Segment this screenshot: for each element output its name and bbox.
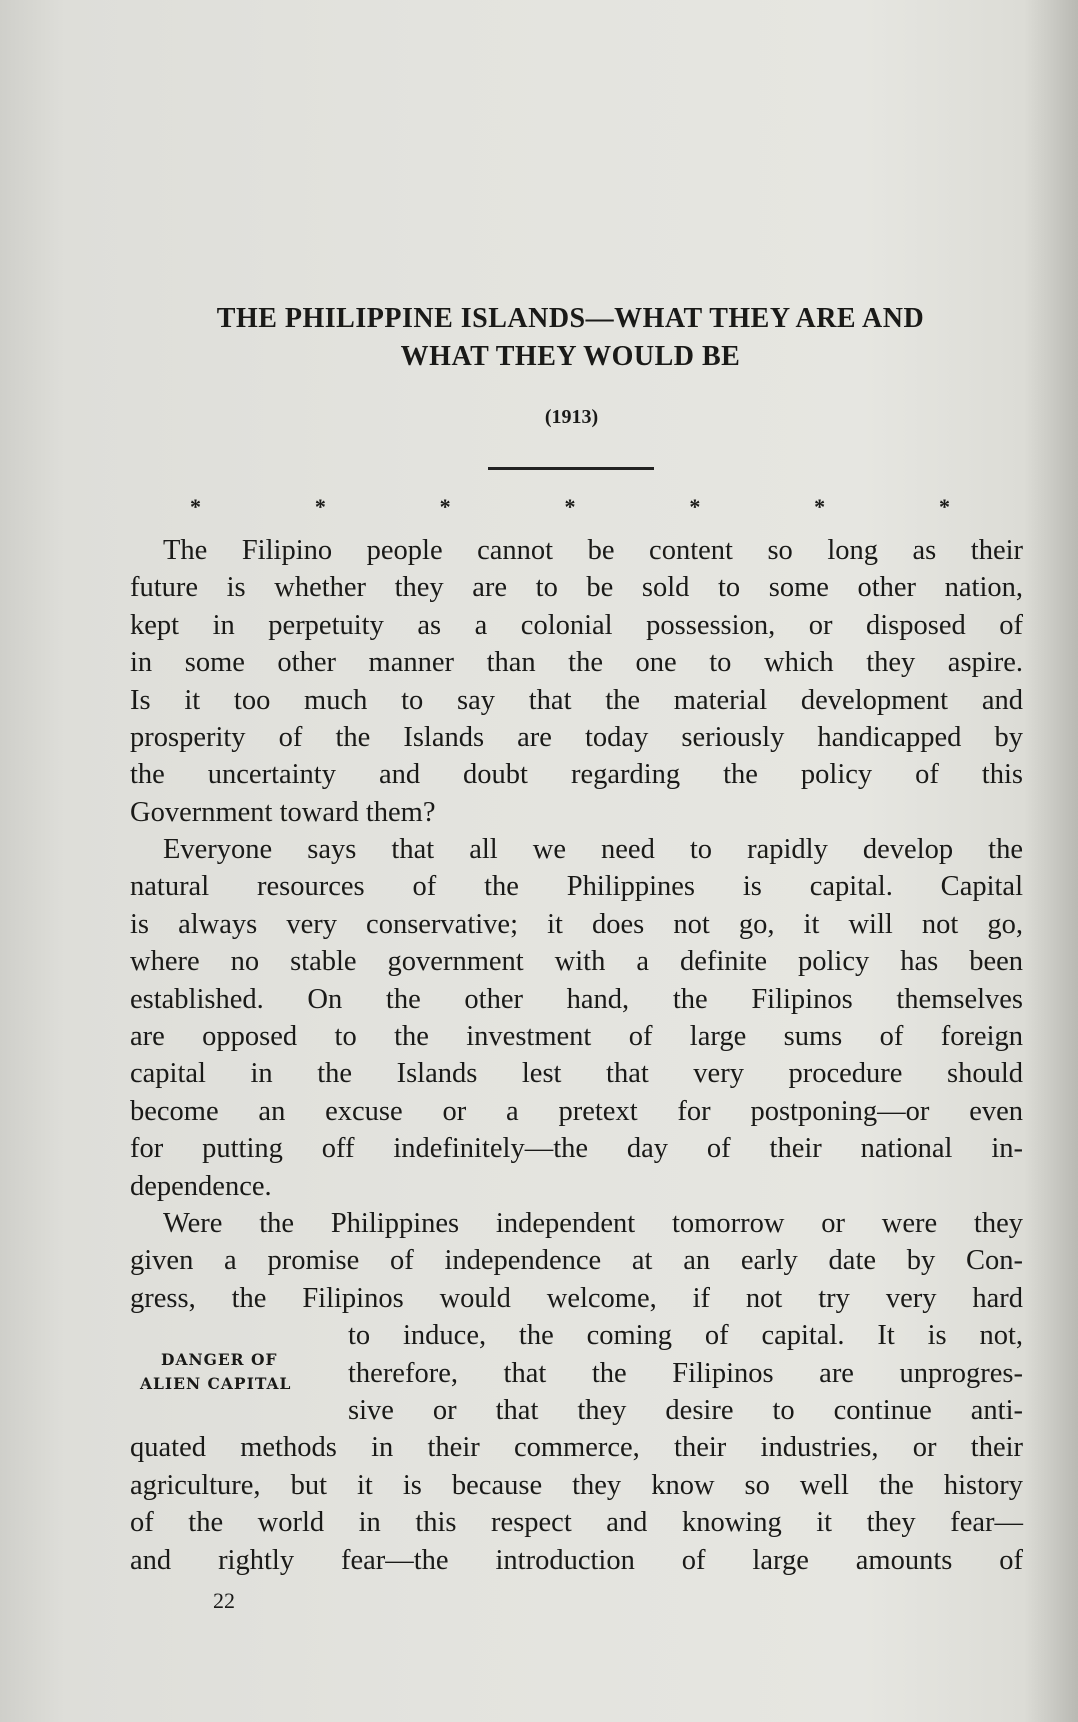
star-mark: * (190, 494, 201, 519)
page-number: 22 (213, 1588, 235, 1613)
chapter-year: (1913) (544, 406, 599, 428)
text-line: is always very conservative; it does not go, it will not go, (130, 908, 1023, 940)
star-mark: * (314, 494, 326, 519)
star-mark: * (814, 494, 826, 519)
text-line: Were the Philippines independent tomorrow or were they (163, 1208, 1023, 1239)
text-line: Is it too much to say that the material development and (130, 684, 1023, 716)
text-line: future is whether they are to be sold to some other nation, (130, 572, 1023, 604)
star-mark: * (564, 494, 576, 519)
text-line: are opposed to the investment of large sums of foreign (130, 1021, 1023, 1053)
chapter-title-line-1: THE PHILIPPINE ISLANDS—WHAT THEY ARE AND (216, 303, 925, 334)
text-line: the uncertainty and doubt regarding the policy of this (130, 759, 1023, 791)
text-line: agriculture, but it is because they know so well the history (130, 1469, 1023, 1501)
text-line: of the world in this respect and knowing it they fear— (130, 1507, 1023, 1539)
star-mark: * (689, 494, 701, 519)
text-line: dependence. (130, 1170, 272, 1202)
margin-sidenote (140, 1348, 340, 1396)
text-line: quated methods in their commerce, their industries, or their (130, 1432, 1023, 1464)
text-line: for putting off indefinitely—the day of their national in- (130, 1133, 1023, 1165)
text-line: established. On the other hand, the Filipinos themselves (130, 983, 1023, 1015)
chapter-title (118, 300, 1023, 376)
text-line: The Filipino people cannot be content so long as their (163, 535, 1023, 566)
text-line: natural resources of the Philippines is capital. Capital (130, 871, 1023, 903)
paragraph-2 (130, 831, 1023, 1205)
text-line: prosperity of the Islands are today seriously handicapped by (130, 722, 1023, 754)
text-line: Everyone says that all we need to rapidly develop the (163, 834, 1023, 865)
text-line: Government toward them? (130, 796, 436, 828)
text-line: in some other manner than the one to which they aspire. (130, 647, 1023, 679)
star-mark: * (938, 494, 950, 519)
text-line: and rightly fear—the introduction of large amounts of (130, 1544, 1023, 1576)
text-line: kept in perpetuity as a colonial possession, or disposed of (130, 609, 1023, 641)
text-line: where no stable government with a definite policy has been (130, 946, 1023, 978)
text-line: therefore, that the Filipinos are unprogres- (348, 1357, 1023, 1389)
sidenote-line-1: DANGER OF (161, 1350, 278, 1369)
text-line: sive or that they desire to continue anti- (348, 1395, 1023, 1427)
title-rule (488, 467, 654, 470)
chapter-title-line-2: WHAT THEY WOULD BE (400, 341, 741, 372)
text-line: given a promise of independence at an early date by Con- (130, 1245, 1023, 1277)
text-line: gress, the Filipinos would welcome, if not try very hard (130, 1282, 1023, 1314)
paragraph-1 (130, 532, 1023, 831)
text-line: capital in the Islands lest that very procedure should (130, 1058, 1023, 1090)
ellipsis-stars (130, 494, 1010, 520)
text-line: to induce, the coming of capital. It is not, (348, 1320, 1023, 1352)
text-line: become an excuse or a pretext for postponing—or even (130, 1095, 1023, 1127)
sidenote-line-2: ALIEN CAPITAL (140, 1374, 292, 1393)
star-mark: * (439, 494, 451, 519)
